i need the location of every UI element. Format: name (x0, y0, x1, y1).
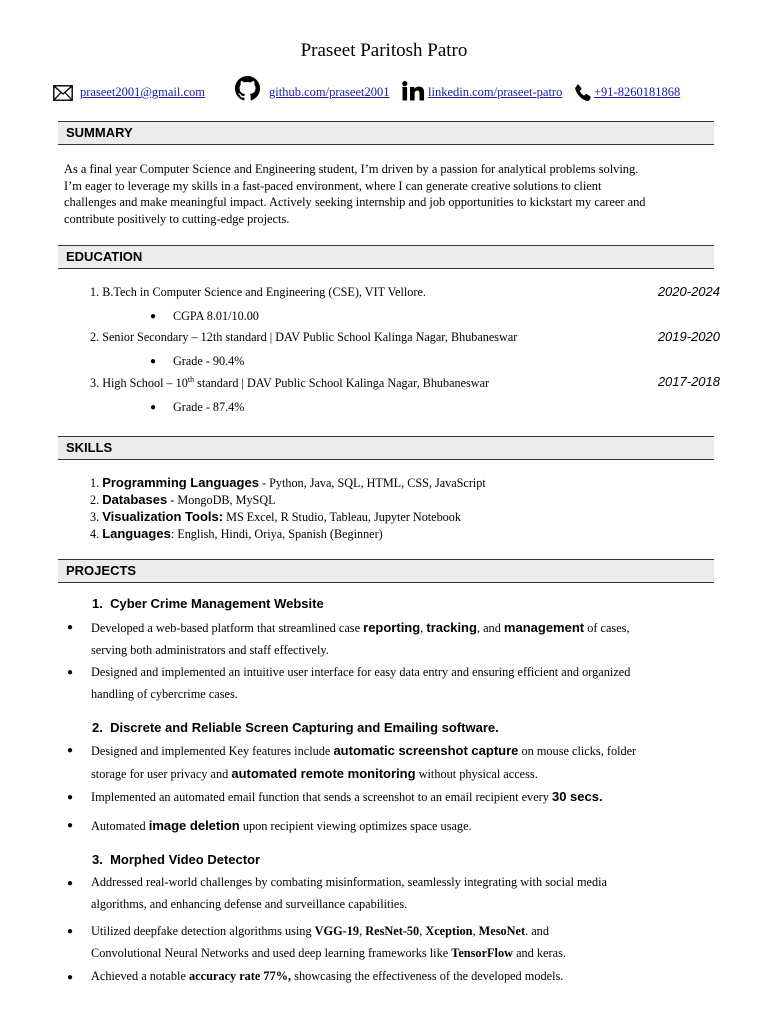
bullet-icon: ● (150, 402, 157, 413)
project-bullet: Designed and implemented Key features include automatic screenshot capture on mouse clicks, folder storage for user privacy and automated remote monitoring without physical access. (91, 743, 637, 781)
project-title: 3. Morphed Video Detector (92, 852, 261, 867)
project-bullet: Utilized deepfake detection algorithms using VGG-19, ResNet-50, Xception, MesoNet. and Convolutional Neural Networks and used deep learning frameworks like TensorFlow and keras. (91, 924, 566, 960)
bullet-icon: ● (67, 745, 74, 756)
linkedin-icon (402, 81, 426, 101)
education-date: 2019-2020 (657, 329, 720, 344)
bullet-icon: ● (67, 792, 74, 803)
skill-item: 4. Languages: English, Hindi, Oriya, Spanish (Beginner) (90, 526, 383, 541)
projects-section-header (58, 559, 714, 583)
bullet-icon: ● (67, 667, 74, 678)
summary-line: As a final year Computer Science and Engineering student, I’m driven by a passion for analytical problems solving. (64, 162, 639, 176)
linkedin-link[interactable]: linkedin.com/praseet-patro (428, 85, 563, 99)
summary-text (64, 161, 646, 227)
education-item: 3. High School – 10th standard | DAV Public School Kalinga Nagar, Bhubaneswar (90, 375, 490, 391)
project-bullet: Developed a web-based platform that streamlined case reporting, tracking, and management of cases, serving both administrators and staff effectively. (91, 620, 630, 657)
section-title: SKILLS (66, 440, 113, 455)
project-title: 2. Discrete and Reliable Screen Capturing and Emailing software. (92, 720, 499, 735)
project-bullet: Automated image deletion upon recipient viewing optimizes space usage. (91, 818, 472, 833)
phone-icon (573, 84, 593, 102)
education-date: 2017-2018 (657, 374, 720, 389)
skills-section-header (58, 436, 714, 460)
project-bullet: Designed and implemented an intuitive user interface for easy data entry and ensuring efficient and organized handling of cybercrime cases. (91, 665, 631, 701)
bullet-icon: ● (67, 820, 74, 831)
github-link[interactable]: github.com/praseet2001 (269, 85, 390, 99)
summary-line: I’m eager to leverage my skills in a fast-paced environment, where I can generate creative solutions to client (64, 178, 602, 193)
bullet-icon: ● (67, 972, 74, 983)
project-bullet: Achieved a notable accuracy rate 77%, showcasing the effectiveness of the developed models. (91, 969, 564, 983)
project-bullet: Implemented an automated email function that sends a screenshot to an email recipient every 30 secs. (91, 789, 603, 804)
bullet-icon: ● (150, 311, 157, 322)
project-bullet: Addressed real-world challenges by combating misinformation, seamlessly integrating with social media algorithms, and enhancing defense and surveillance capabilities. (91, 875, 607, 911)
summary-line: challenges and make meaningful impact. Actively seeking internship and job opportunities to kickstart my career and (64, 195, 646, 209)
phone-link[interactable]: +91-8260181868 (594, 85, 681, 99)
education-item: 1. B.Tech in Computer Science and Engineering (CSE), VIT Vellore. (90, 285, 426, 299)
skill-item: 2. Databases - MongoDB, MySQL (90, 492, 276, 507)
project-title: 1. Cyber Crime Management Website (92, 596, 324, 611)
bullet-icon: ● (67, 622, 74, 633)
education-detail: Grade - 87.4% (173, 400, 245, 414)
email-link[interactable]: praseet2001@gmail.com (80, 85, 206, 99)
education-section-header (58, 245, 714, 269)
mail-icon (53, 85, 73, 101)
section-title: PROJECTS (66, 563, 137, 578)
education-date: 2020-2024 (657, 284, 720, 299)
summary-section-header (58, 121, 714, 145)
bullet-icon: ● (67, 926, 74, 937)
education-detail: CGPA 8.01/10.00 (173, 309, 259, 323)
section-title: EDUCATION (66, 249, 143, 264)
section-title: SUMMARY (66, 125, 133, 140)
education-detail: Grade - 90.4% (173, 354, 245, 368)
summary-line: contribute positively to cutting-edge projects. (64, 211, 290, 226)
education-item: 2. Senior Secondary – 12th standard | DAV Public School Kalinga Nagar, Bhubaneswar (90, 330, 518, 344)
resume-name: Praseet Paritosh Patro (300, 40, 468, 61)
github-icon (235, 76, 260, 101)
skill-item: 1. Programming Languages - Python, Java, SQL, HTML, CSS, JavaScript (90, 475, 486, 490)
bullet-icon: ● (67, 878, 74, 889)
skill-item: 3. Visualization Tools: MS Excel, R Studio, Tableau, Jupyter Notebook (90, 509, 461, 524)
bullet-icon: ● (150, 356, 157, 367)
